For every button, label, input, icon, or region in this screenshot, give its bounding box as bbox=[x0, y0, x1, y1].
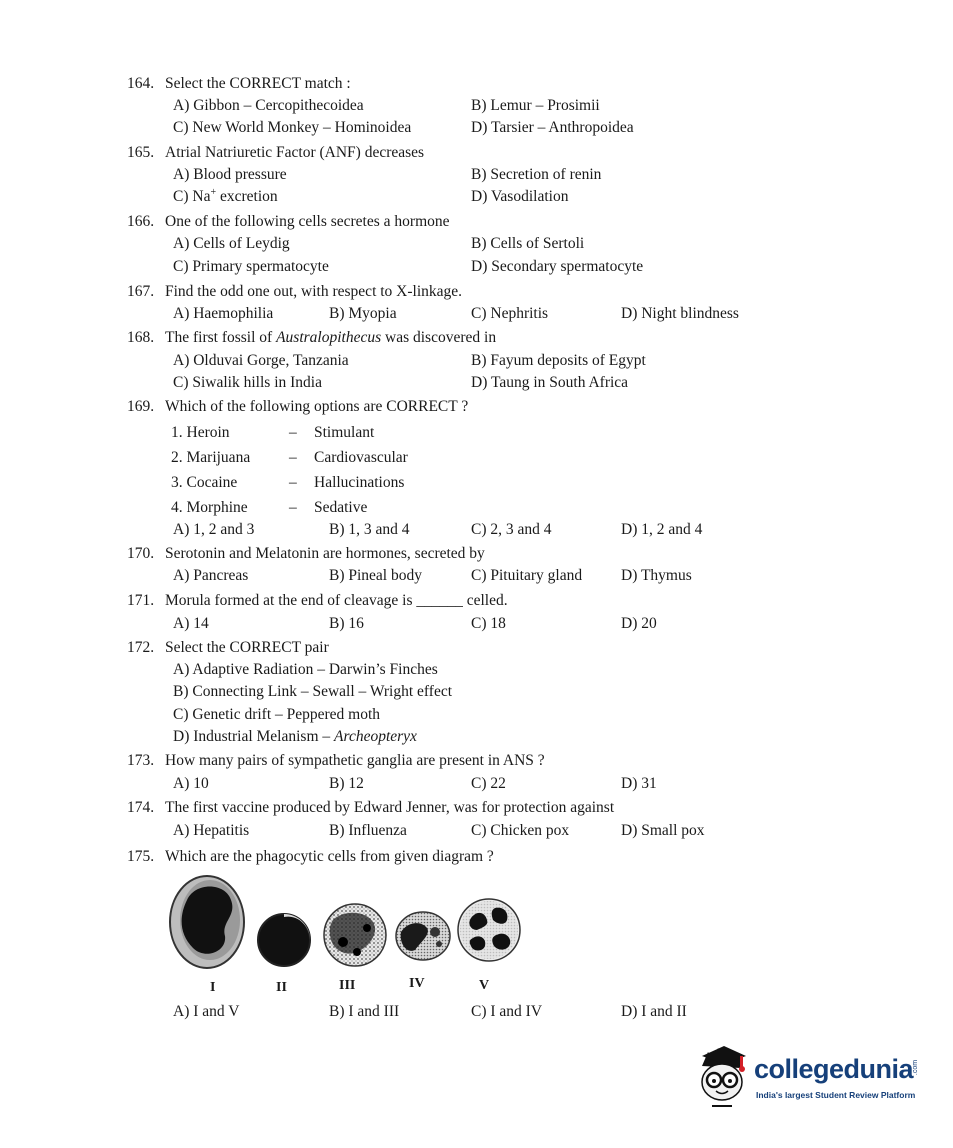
q175-option-d: D) I and II bbox=[621, 1003, 687, 1020]
q167-option-d: D) Night blindness bbox=[621, 305, 739, 322]
q175-option-c: C) I and IV bbox=[471, 1003, 543, 1020]
blood-cells-diagram bbox=[165, 870, 535, 980]
diagram-label-iii: III bbox=[339, 978, 356, 993]
q169-option-d: D) 1, 2 and 4 bbox=[621, 521, 703, 538]
q167-option-a: A) Haemophilia bbox=[173, 305, 274, 322]
question-175: 175. Which are the phagocytic cells from given diagram ? bbox=[127, 848, 494, 865]
q171-option-d: D) 20 bbox=[621, 615, 657, 632]
q171-option-b: B) 16 bbox=[329, 615, 364, 632]
q169-option-b: B) 1, 3 and 4 bbox=[329, 521, 410, 538]
question-172: 172. Select the CORRECT pair bbox=[127, 639, 329, 656]
q165-option-d: D) Vasodilation bbox=[471, 188, 569, 205]
q170-option-a: A) Pancreas bbox=[173, 567, 249, 584]
q174-option-c: C) Chicken pox bbox=[471, 822, 570, 839]
cell-i bbox=[170, 876, 244, 968]
q173-option-d: D) 31 bbox=[621, 775, 657, 792]
cell-ii bbox=[258, 914, 310, 966]
q166-option-c: C) Primary spermatocyte bbox=[173, 258, 329, 275]
q167-option-c: C) Nephritis bbox=[471, 305, 549, 322]
q164-option-a: A) Gibbon – Cercopithecoidea bbox=[173, 97, 364, 114]
q168-option-d: D) Taung in South Africa bbox=[471, 374, 629, 391]
question-164: 164. Select the CORRECT match : bbox=[127, 75, 351, 92]
q167-option-b: B) Myopia bbox=[329, 305, 397, 322]
q168-option-a: A) Olduvai Gorge, Tanzania bbox=[173, 352, 349, 369]
q168-option-b: B) Fayum deposits of Egypt bbox=[471, 352, 646, 369]
question-168: 168. The first fossil of Australopithecus was discovered in bbox=[127, 329, 497, 346]
diagram-label-i: I bbox=[210, 980, 216, 995]
cell-v bbox=[458, 899, 520, 961]
q171-option-a: A) 14 bbox=[173, 615, 209, 632]
q170-option-d: D) Thymus bbox=[621, 567, 692, 584]
question-169: 169. Which of the following options are CORRECT ? bbox=[127, 398, 469, 415]
q172-option-d: D) Industrial Melanism – Archeopteryx bbox=[173, 728, 417, 745]
q164-option-d: D) Tarsier – Anthropoidea bbox=[471, 119, 634, 136]
q173-option-b: B) 12 bbox=[329, 775, 364, 792]
q175-option-a: A) I and V bbox=[173, 1003, 240, 1020]
q165-option-b: B) Secretion of renin bbox=[471, 166, 602, 183]
q169-option-a: A) 1, 2 and 3 bbox=[173, 521, 255, 538]
q170-option-b: B) Pineal body bbox=[329, 567, 422, 584]
q172-option-a: A) Adaptive Radiation – Darwin’s Finches bbox=[173, 661, 438, 678]
cell-iv bbox=[396, 912, 450, 960]
logo-wordmark: collegedunia bbox=[754, 1054, 914, 1084]
q164-option-c: C) New World Monkey – Hominoidea bbox=[173, 119, 412, 136]
diagram-label-v: V bbox=[479, 978, 490, 993]
q164-option-b: B) Lemur – Prosimii bbox=[471, 97, 600, 114]
question-167: 167. Find the odd one out, with respect to X-linkage. bbox=[127, 283, 463, 300]
logo-tagline: India's largest Student Review Platform bbox=[756, 1090, 916, 1100]
diagram-label-ii: II bbox=[276, 980, 287, 995]
q165-option-c: C) Na+ excretion bbox=[173, 187, 278, 205]
logo-suffix: .com bbox=[912, 1059, 920, 1076]
q166-option-d: D) Secondary spermatocyte bbox=[471, 258, 644, 275]
question-165: 165. Atrial Natriuretic Factor (ANF) decreases bbox=[127, 144, 425, 161]
q174-option-a: A) Hepatitis bbox=[173, 822, 250, 839]
question-170: 170. Serotonin and Melatonin are hormones, secreted by bbox=[127, 545, 485, 562]
q165-option-a: A) Blood pressure bbox=[173, 166, 287, 183]
q171-option-c: C) 18 bbox=[471, 615, 506, 632]
question-173: 173. How many pairs of sympathetic ganglia are present in ANS ? bbox=[127, 752, 545, 769]
cell-iii bbox=[324, 904, 386, 966]
q174-option-d: D) Small pox bbox=[621, 822, 705, 839]
q168-option-c: C) Siwalik hills in India bbox=[173, 374, 322, 391]
question-174: 174. The first vaccine produced by Edward Jenner, was for protection against bbox=[127, 799, 615, 816]
collegedunia-logo bbox=[694, 1042, 924, 1114]
q173-option-c: C) 22 bbox=[471, 775, 506, 792]
diagram-label-iv: IV bbox=[409, 976, 425, 991]
q169-option-c: C) 2, 3 and 4 bbox=[471, 521, 552, 538]
question-166: 166. One of the following cells secretes a hormone bbox=[127, 213, 450, 230]
q174-option-b: B) Influenza bbox=[329, 822, 407, 839]
q175-option-b: B) I and III bbox=[329, 1003, 400, 1020]
question-171: 171. Morula formed at the end of cleavage is ______ celled. bbox=[127, 592, 508, 609]
q172-option-b: B) Connecting Link – Sewall – Wright effect bbox=[173, 683, 453, 700]
q170-option-c: C) Pituitary gland bbox=[471, 567, 583, 584]
q166-option-b: B) Cells of Sertoli bbox=[471, 235, 585, 252]
exam-page: 164. Select the CORRECT match : A) Gibbon – Cercopithecoidea B) Lemur – Prosimii C) New World Monkey – Hominoidea D) Tarsier – Anthropoidea 165. Atrial Natriuretic Factor (ANF) decreases A) Blood pressure B) Secretion of renin C) Na+ excretion D) Vasodilation 166. One of the following cells secretes a hormone A) Cells of Leydig B) Cells of Sertoli C) Primary spermatocyte D) Secondary spermatocyte 167. Find the odd one out, with respect to X-linkage. A) Haemophilia B) Myopia C) Nephritis D) Night blindness 168. The first fossil of Australopithecus was discovered in A) Olduvai Gorge, Tanzania B) Fayum deposits of Egypt C) Siwalik hills in India D) Taung in South Africa 169. Which of the following options are CORRECT ? 1. Heroin – Stimulant 2. Marijuana – Cardiovascular 3. Cocaine – Hallucinations 4. Morphine – Sedative A) 1, 2 and 3 B) 1, 3 and 4 C) 2, 3 and 4 D) 1, 2 and 4 170. Serotonin and Melatonin are hormones, secreted by A) Pancreas B) Pineal body C) Pituitary gland D) Thymus 171. Morula formed at the end of cleavage is ______ celled. A) 14 B) 16 C) 18 D) 20 172. Select the CORRECT pair A) Adaptive Radiation – Darwin’s Finches B) Connecting Link – Sewall – Wright effect C) Genetic drift – Peppered moth D) Industrial Melanism – Archeopteryx 173. How many pairs of sympathetic ganglia are present in ANS ? A) 10 B) 12 C) 22 D) 31 174. The first vaccine produced by Edward Jenner, was for protection against A) Hepatitis B) Influenza C) Chicken pox D) Small pox 175. Which are the phagocytic cells from given diagram ? I II III IV V A) I and V B) I and III C) I and IV D) I and II collegedunia .com India's largest Student Review Platform bbox=[0, 0, 953, 1148]
q172-option-c: C) Genetic drift – Peppered moth bbox=[173, 706, 381, 723]
mascot-icon bbox=[694, 1044, 752, 1112]
q166-option-a: A) Cells of Leydig bbox=[173, 235, 290, 252]
q173-option-a: A) 10 bbox=[173, 775, 209, 792]
